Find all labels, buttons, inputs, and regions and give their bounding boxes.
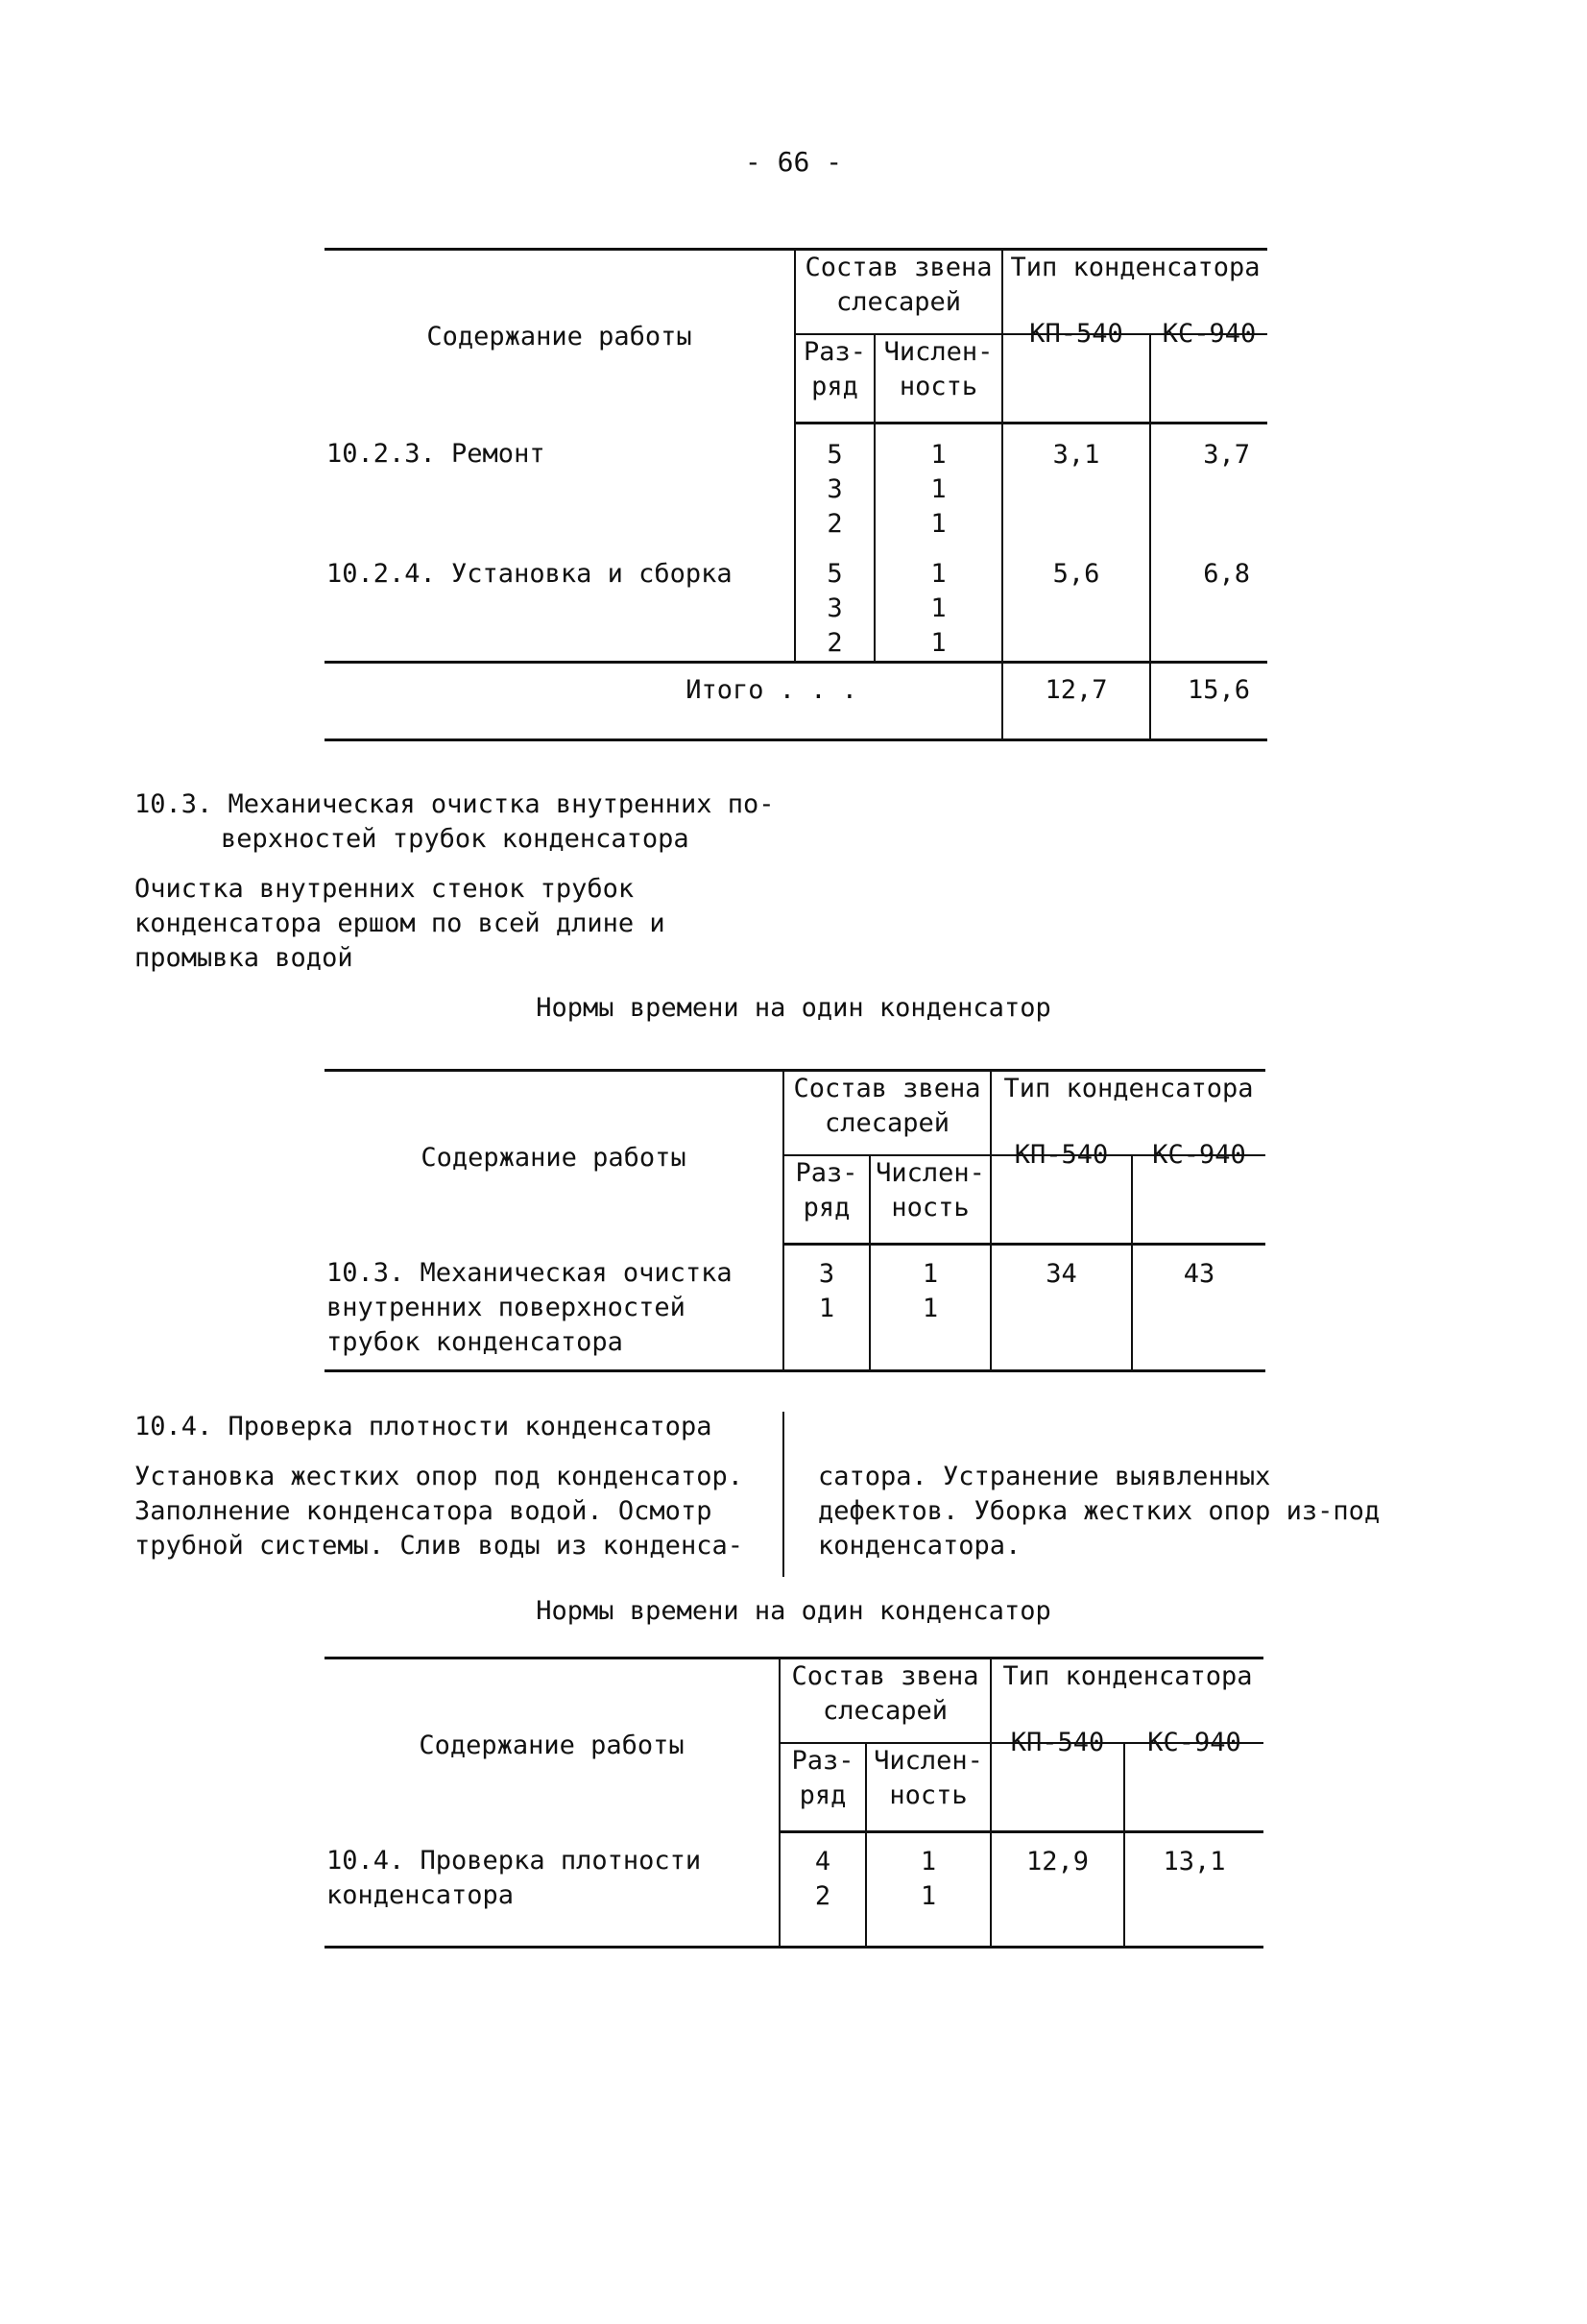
header-count: Числен- ность <box>870 1155 991 1245</box>
header-type: Тип конденсатора <box>991 1071 1265 1156</box>
row-ks: 43 <box>1132 1245 1265 1371</box>
row-grades: 4 2 <box>780 1832 866 1948</box>
header-type: Тип конденсатора <box>991 1658 1263 1744</box>
header-count: Числен- ность <box>866 1743 991 1832</box>
total-ks: 15,6 <box>1150 663 1267 740</box>
row-work: 10.4. Проверка плотности конденсатора <box>325 1832 780 1948</box>
header-count: Числен- ность <box>875 334 1002 424</box>
row-grades: 3 1 <box>783 1245 870 1371</box>
row-kp: 3,1 <box>1002 424 1150 543</box>
header-crew: Состав звена слесарей <box>783 1071 991 1156</box>
row-grades: 5 3 2 <box>795 542 875 663</box>
header-work: Содержание работы <box>325 1071 783 1245</box>
norms-table-1 <box>325 248 1267 741</box>
norms-table-3 <box>325 1657 1263 1949</box>
header-grade: Раз- ряд <box>783 1155 870 1245</box>
row-ks: 6,8 <box>1150 542 1267 663</box>
section-10-4-text-right: сатора. Устранение выявленных дефектов. Уборка жестких опор из-под конденсатора. <box>818 1462 1381 1561</box>
page-number: - 66 - <box>744 146 843 178</box>
section-10-4-caption: Нормы времени на один конденсатор <box>536 1596 1051 1626</box>
total-kp: 12,7 <box>1002 663 1150 740</box>
section-10-3-text: Очистка внутренних стенок трубок конденсатора ершом по всей длине и промывка водой <box>134 874 665 973</box>
row-ks: 13,1 <box>1124 1832 1263 1948</box>
header-type: Тип конденсатора <box>1002 250 1267 335</box>
header-ks: КС-940 <box>1124 1699 1263 1788</box>
row-grades: 5 3 2 <box>795 424 875 543</box>
header-work: Содержание работы <box>325 250 795 424</box>
row-counts: 1 1 <box>870 1245 991 1371</box>
row-counts: 1 1 1 <box>875 542 1002 663</box>
header-work: Содержание работы <box>325 1658 780 1832</box>
header-crew: Состав звена слесарей <box>795 250 1002 335</box>
section-10-3-caption: Нормы времени на один конденсатор <box>536 993 1051 1023</box>
section-10-4-title: 10.4. Проверка плотности конденсатора <box>134 1412 712 1441</box>
section-10-3-title-line2: верхностей трубок конденсатора <box>221 824 689 854</box>
row-kp: 5,6 <box>1002 542 1150 663</box>
norms-table-2 <box>325 1069 1265 1372</box>
header-kp: КП-540 <box>991 1699 1124 1788</box>
header-grade: Раз- ряд <box>795 334 875 424</box>
header-ks: КС-940 <box>1150 290 1267 379</box>
header-grade: Раз- ряд <box>780 1743 866 1832</box>
row-kp: 12,9 <box>991 1832 1124 1948</box>
section-10-3-title-line1: 10.3. Механическая очистка внутренних по- <box>134 789 775 819</box>
row-counts: 1 1 1 <box>875 424 1002 543</box>
total-label: Итого . . . <box>325 663 875 740</box>
row-ks: 3,7 <box>1150 424 1267 543</box>
row-work: 10.2.3. Ремонт <box>326 438 545 469</box>
section-10-3-title <box>134 787 806 857</box>
column-divider <box>782 1412 784 1577</box>
header-ks: КС-940 <box>1132 1111 1265 1200</box>
row-kp: 34 <box>991 1245 1132 1371</box>
row-work: 10.3. Механическая очистка внутренних поверхностей трубок конденсатора <box>325 1245 783 1371</box>
header-kp: КП-540 <box>1002 290 1150 379</box>
row-work: 10.2.4. Установка и сборка <box>326 559 733 589</box>
section-10-4-text-left: Установка жестких опор под конденсатор. Заполнение конденсатора водой. Осмотр трубной системы. Слив воды из конденса- <box>134 1462 743 1561</box>
header-crew: Состав звена слесарей <box>780 1658 991 1744</box>
row-counts: 1 1 <box>866 1832 991 1948</box>
header-kp: КП-540 <box>991 1111 1132 1200</box>
